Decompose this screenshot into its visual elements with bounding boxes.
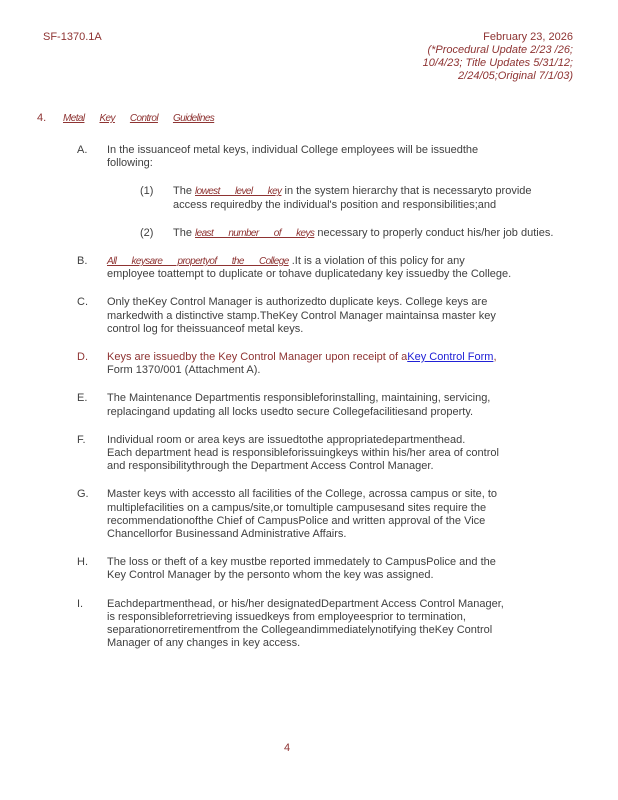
doc-id: SF-1370.1A <box>43 31 102 43</box>
item-e <box>37 392 597 418</box>
item-line <box>173 185 583 198</box>
sub-item-1 <box>140 185 597 211</box>
item-line: Form 1370/001 (Attachment A). <box>107 364 261 377</box>
section-number: 4. <box>37 112 47 124</box>
section-heading <box>37 112 229 124</box>
line-text: The <box>173 226 196 239</box>
line-text: in the system hierarchy that is necessaryto provide <box>281 185 532 198</box>
line-text: necessary to properly conduct his/her job duties. <box>314 226 554 239</box>
section-title-word: Metal <box>63 113 85 124</box>
line-text: .It is a violation of this policy for any <box>288 255 465 268</box>
item-letter: A. <box>77 144 88 156</box>
item-letter: I. <box>77 597 84 610</box>
item-line: markedwith a distinctive stamp.TheKey Control Manager maintainsa master key <box>107 309 496 322</box>
item-c <box>37 296 597 336</box>
item-line: separationorretirementfrom the Collegeandimmediatelynotifying theKey Control <box>107 624 493 637</box>
item-letter: F. <box>77 433 86 446</box>
page-number: 4 <box>284 742 291 754</box>
item-line: employee toattempt to duplicate or tohave duplicatedany key issuedby the College. <box>107 268 512 281</box>
item-line: and responsibilitythrough the Department Access Control Manager. <box>107 460 434 473</box>
section-title-word: Control <box>129 113 158 124</box>
item-line <box>107 255 582 268</box>
item-line: Master keys with accessto all facilities of the College, acrossa campus or site, to <box>107 488 498 501</box>
item-line: control log for theissuanceof metal keys. <box>107 322 304 335</box>
item-line: multiplefacilities on a campus/site,or tomultiple campusesand sites require the <box>107 501 487 514</box>
item-line: Manager of any changes in key access. <box>107 637 301 650</box>
item-line: access requiredby the individual's position and responsibilities;and <box>173 198 497 211</box>
section-title-word: Key <box>99 113 115 124</box>
item-line: recommendationofthe Chief of CampusPolice and written approval of the Vice <box>107 514 486 527</box>
revision-note-line: (*Procedural Update 2/23 /26; <box>427 44 573 56</box>
keyphrase: least number of keys <box>195 227 315 239</box>
line-text: The <box>173 185 196 198</box>
sub-item-number: (1) <box>140 185 154 198</box>
item-line: Only theKey Control Manager is authorizedto duplicate keys. College keys are <box>107 296 488 309</box>
item-letter: B. <box>77 255 88 268</box>
item-line: Chancellorfor Businessand Administrative Affairs. <box>107 528 347 541</box>
item-line: Individual room or area keys are issuedtothe appropriatedepartmenthead. <box>107 433 466 446</box>
item-line: following: <box>107 157 153 170</box>
item-line <box>173 227 583 240</box>
item-letter: D. <box>77 351 88 364</box>
item-letter: E. <box>77 392 88 405</box>
item-letter: H. <box>77 556 88 569</box>
sub-item-number: (2) <box>140 226 154 239</box>
document-body <box>37 144 597 665</box>
doc-header-right <box>423 31 573 83</box>
item-h <box>37 556 597 582</box>
key-control-form-link[interactable]: Key Control Form <box>407 351 494 364</box>
line-text: , <box>493 351 497 364</box>
item-i <box>37 598 597 651</box>
item-line: Each department head is responsibleforissuingkeys within his/her area of control <box>107 447 499 460</box>
keyphrase: lowest level key <box>195 186 282 198</box>
revision-note-line: 2/24/05;Original 7/1/03) <box>458 70 573 82</box>
item-b <box>37 255 597 281</box>
sub-item-2 <box>140 227 597 240</box>
section-title-word: Guidelines <box>172 113 215 124</box>
item-line: replacingand updating all locks usedto secure Collegefacilitiesand property. <box>107 405 474 418</box>
item-line: Eachdepartmenthead, or his/her designatedDepartment Access Control Manager, <box>107 597 504 610</box>
item-letter: C. <box>77 296 88 309</box>
item-line: The loss or theft of a key mustbe reported immedately to CampusPolice and the <box>107 556 496 569</box>
revision-note-line: 10/4/23; Title Updates 5/31/12; <box>422 57 573 69</box>
keyphrase: All keysare propertyof the College <box>107 256 289 268</box>
item-g <box>37 488 597 541</box>
item-line: Key Control Manager by the personto whom the key was assigned. <box>107 569 434 582</box>
item-line <box>107 351 582 364</box>
item-line: In the issuanceof metal keys, individual College employees will be issuedthe <box>107 144 479 156</box>
item-line: is responsibleforretrieving issuedkeys from employeesprior to termination, <box>107 610 466 623</box>
item-letter: G. <box>77 488 89 501</box>
item-a <box>37 144 597 170</box>
item-d <box>37 351 597 377</box>
item-line: The Maintenance Departmentis responsibleforinstalling, maintaining, servicing, <box>107 392 491 405</box>
doc-date: February 23, 2026 <box>483 31 573 43</box>
line-text: Keys are issuedby the Key Control Manager upon receipt of a <box>107 351 408 364</box>
item-f <box>37 434 597 474</box>
